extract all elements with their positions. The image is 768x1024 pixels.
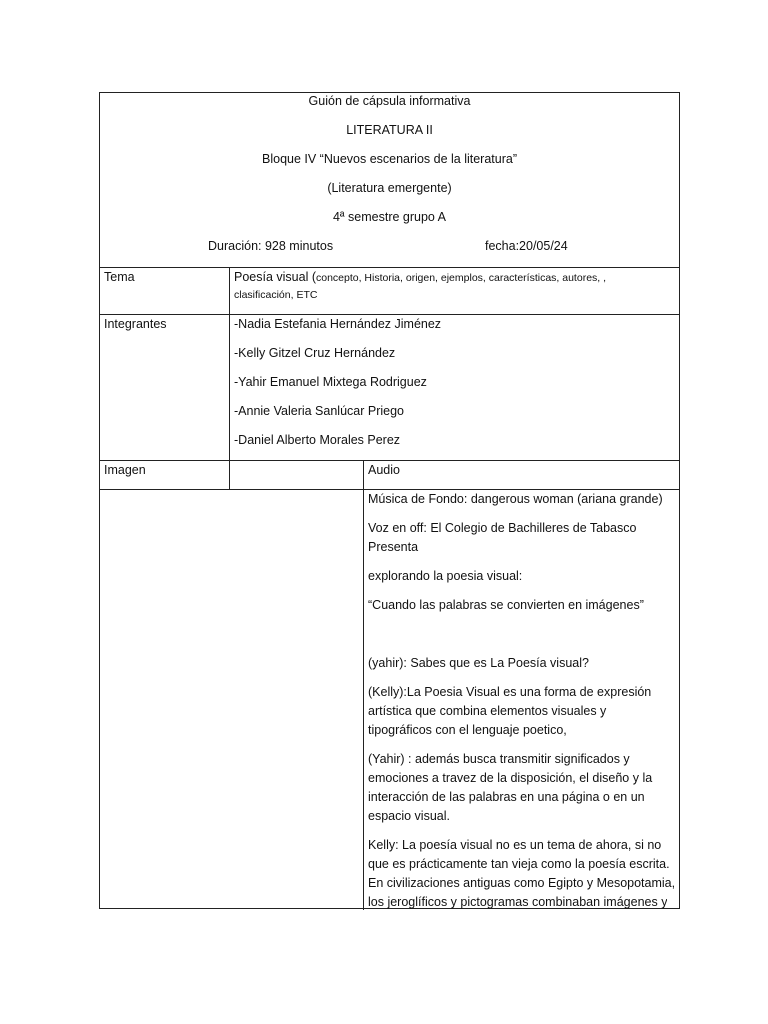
audio-line: interacción de las palabras en una página o en un: [368, 790, 645, 804]
audio-line: Voz en off: El Colegio de Bachilleres de Tabasco: [368, 521, 637, 535]
audio-line: (Kelly):La Poesia Visual es una forma de expresión: [368, 685, 652, 699]
member-name: -Nadia Estefania Hernández Jiménez: [234, 317, 442, 331]
audio-line: espacio visual.: [368, 809, 450, 823]
row-divider: [100, 460, 679, 461]
tema-label: Tema: [104, 270, 135, 284]
tema-value-line2: clasificación, ETC: [234, 289, 318, 301]
subject-name: LITERATURA II: [346, 123, 433, 137]
member-name: -Yahir Emanuel Mixtega Rodriguez: [234, 375, 427, 389]
tema-value: [234, 270, 606, 286]
audio-line: los jeroglíficos y pictogramas combinaban imágenes y: [368, 895, 668, 909]
imagen-header: Imagen: [104, 463, 146, 477]
audio-line: emociones a travez de la disposición, el diseño y la: [368, 771, 653, 785]
audio-line: artística que combina elementos visuales y: [368, 704, 607, 718]
block-subtitle: (Literatura emergente): [327, 181, 452, 195]
audio-line: Kelly: La poesía visual no es un tema de ahora, si no: [368, 838, 662, 852]
audio-header: Audio: [368, 463, 400, 477]
script-table: [99, 92, 680, 909]
row-divider: [100, 267, 679, 268]
member-name: -Kelly Gitzel Cruz Hernández: [234, 346, 396, 360]
date-text: fecha:20/05/24: [485, 239, 568, 253]
integrantes-label: Integrantes: [104, 317, 167, 331]
audio-line: En civilizaciones antiguas como Egipto y Mesopotamia,: [368, 876, 676, 890]
audio-line: (yahir): Sabes que es La Poesía visual?: [368, 656, 589, 670]
row-divider: [100, 489, 679, 490]
audio-line: tipográficos con el lenguaje poetico,: [368, 723, 567, 737]
tema-value-main: Poesía visual (: [234, 270, 316, 284]
member-name: -Annie Valeria Sanlúcar Priego: [234, 404, 405, 418]
audio-line: “Cuando las palabras se convierten en imágenes”: [368, 598, 644, 612]
column-divider: [363, 460, 364, 910]
column-divider: [229, 267, 230, 489]
member-name: -Daniel Alberto Morales Perez: [234, 433, 401, 447]
audio-line: (Yahir) : además busca transmitir significados y: [368, 752, 630, 766]
tema-value-rest: concepto, Historia, origen, ejemplos, características, autores, ,: [315, 272, 607, 284]
row-divider: [100, 314, 679, 315]
duration-text: Duración: 928 minutos: [208, 239, 334, 253]
audio-line: explorando la poesia visual:: [368, 569, 523, 583]
audio-line: que es prácticamente tan vieja como la poesía escrita.: [368, 857, 670, 871]
block-title: Bloque IV “Nuevos escenarios de la literatura”: [262, 152, 517, 166]
doc-title: Guión de cápsula informativa: [308, 94, 471, 108]
audio-line: Música de Fondo: dangerous woman (ariana grande): [368, 492, 663, 506]
semester-group: 4ª semestre grupo A: [332, 210, 447, 224]
audio-line: Presenta: [368, 540, 419, 554]
